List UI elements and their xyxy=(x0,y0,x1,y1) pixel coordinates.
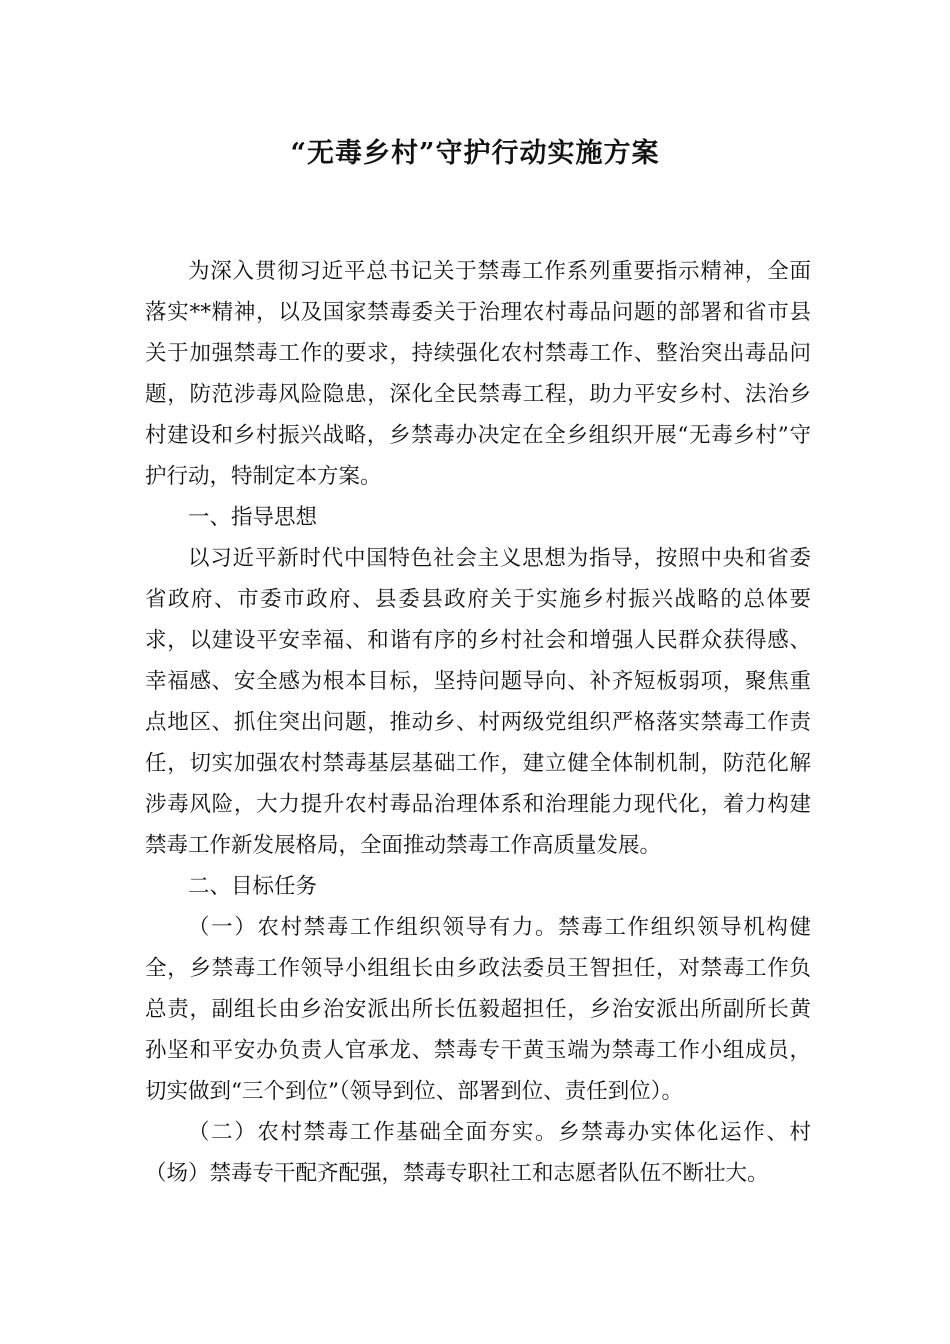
section-heading-guiding-ideology: 一、指导思想 xyxy=(188,505,318,530)
document-body xyxy=(145,251,811,1194)
goals-item-2-paragraph: （二）农村禁毒工作基础全面夯实。乡禁毒办实体化运作、村（场）禁毒专干配齐配强，禁毒专职社工和志愿者队伍不断壮大。 xyxy=(145,1120,811,1186)
intro-paragraph: 为深入贯彻习近平总书记关于禁毒工作系列重要指示精神，全面落实**精神，以及国家禁毒委关于治理农村毒品问题的部署和省市县关于加强禁毒工作的要求，持续强化农村禁毒工作、整治突出毒品问题，防范涉毒风险隐患，深化全民禁毒工程，助力平安乡村、法治乡村建设和乡村振兴战略，乡禁毒办决定在全乡组织开展“无毒乡村”守护行动，特制定本方案。 xyxy=(145,259,811,489)
section-heading-goals-tasks: 二、目标任务 xyxy=(188,874,318,899)
goals-item-1-paragraph: （一）农村禁毒工作组织领导有力。禁毒工作组织领导机构健全，乡禁毒工作领导小组组长由乡政法委员王智担任，对禁毒工作负总责，副组长由乡治安派出所长伍毅超担任，乡治安派出所副所长黄孙坚和平安办负责人官承龙、禁毒专干黄玉端为禁毒工作小组成员，切实做到“三个到位”（领导到位、部署到位、责任到位）。 xyxy=(145,915,811,1104)
document-title: “无毒乡村”守护行动实施方案 xyxy=(290,138,660,169)
guiding-ideology-paragraph: 以习近平新时代中国特色社会主义思想为指导，按照中央和省委省政府、市委市政府、县委县政府关于实施乡村振兴战略的总体要求，以建设平安幸福、和谐有序的乡村社会和增强人民群众获得感、幸福感、安全感为根本目标，坚持问题导向、补齐短板弱项，聚焦重点地区、抓住突出问题，推动乡、村两级党组织严格落实禁毒工作责任，切实加强农村禁毒基层基础工作，建立健全体制机制，防范化解涉毒风险，大力提升农村毒品治理体系和治理能力现代化，着力构建禁毒工作新发展格局，全面推动禁毒工作高质量发展。 xyxy=(145,546,811,858)
